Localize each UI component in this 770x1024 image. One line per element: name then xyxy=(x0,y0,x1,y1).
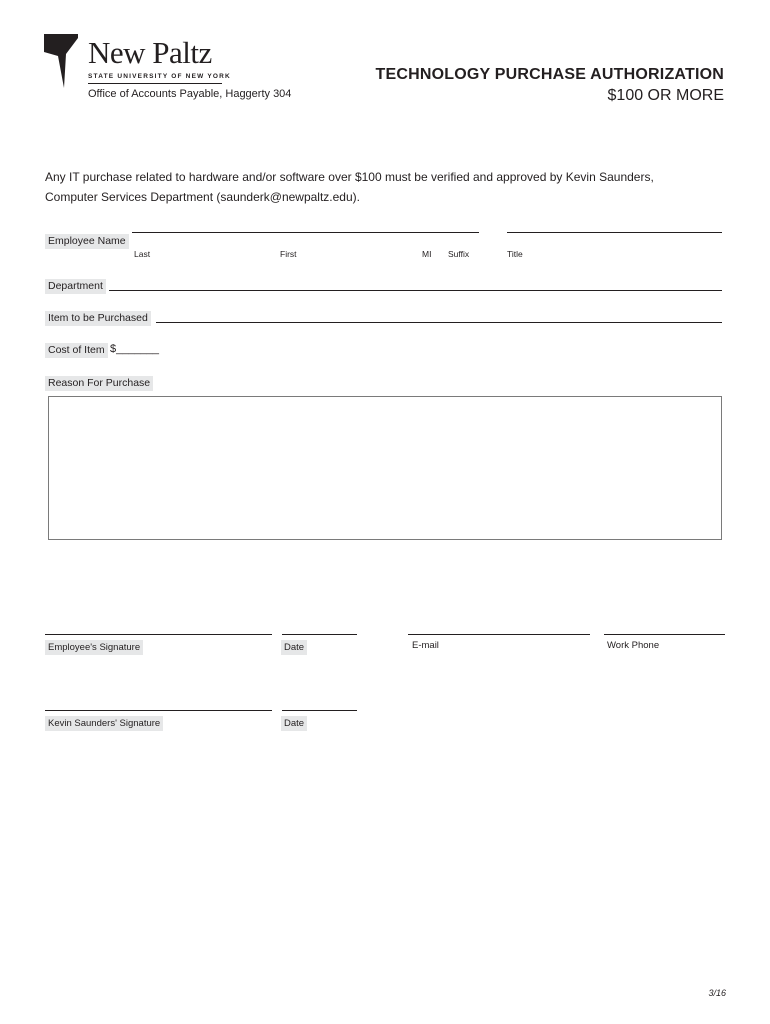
reason-textarea[interactable] xyxy=(49,397,721,539)
sub-label-first: First xyxy=(280,249,297,259)
sub-label-mi: MI xyxy=(422,249,432,259)
date2-label: Date xyxy=(281,716,307,731)
date1-label: Date xyxy=(281,640,307,655)
department-label: Department xyxy=(45,279,106,294)
form-title: TECHNOLOGY PURCHASE AUTHORIZATION xyxy=(375,66,724,83)
form-subtitle: $100 OR MORE xyxy=(607,87,724,104)
intro-line-2: Computer Services Department (saunderk@newpaltz.edu). xyxy=(45,190,360,204)
employee-signature-label: Employee's Signature xyxy=(45,640,143,655)
employee-name-input[interactable] xyxy=(134,229,474,241)
date1-line[interactable] xyxy=(282,634,357,635)
logo-name: New Paltz xyxy=(88,35,212,70)
cost-field[interactable]: $_______ xyxy=(110,343,159,355)
form-revision-code: 3/16 xyxy=(708,988,726,998)
intro-text xyxy=(45,167,725,207)
reason-label: Reason For Purchase xyxy=(45,376,153,391)
sub-label-last: Last xyxy=(134,249,151,259)
sub-label-title: Title xyxy=(507,249,523,259)
kevin-signature-line[interactable] xyxy=(45,710,272,711)
office-address: Office of Accounts Payable, Haggerty 304 xyxy=(88,88,292,100)
kevin-signature-label: Kevin Saunders' Signature xyxy=(45,716,163,731)
reason-text-box[interactable] xyxy=(48,396,722,540)
work-phone-label: Work Phone xyxy=(607,640,660,651)
employee-name-field[interactable] xyxy=(132,232,479,233)
date2-line[interactable] xyxy=(282,710,357,711)
logo-rule xyxy=(88,83,222,84)
email-line[interactable] xyxy=(408,634,590,635)
department-input[interactable] xyxy=(113,276,718,288)
logo-subtitle: STATE UNIVERSITY OF NEW YORK xyxy=(88,73,231,80)
title-input[interactable] xyxy=(509,229,719,241)
employee-signature-line[interactable] xyxy=(45,634,272,635)
item-field[interactable] xyxy=(156,322,722,323)
email-label: E-mail xyxy=(412,640,439,651)
work-phone-line[interactable] xyxy=(604,634,725,635)
intro-line-1: Any IT purchase related to hardware and/or software over $100 must be verified and approved by Kevin Saunders, xyxy=(45,170,654,184)
sub-label-suffix: Suffix xyxy=(448,249,470,259)
title-field[interactable] xyxy=(507,232,722,233)
employee-name-label: Employee Name xyxy=(45,234,129,249)
cost-label: Cost of Item xyxy=(45,343,108,358)
department-field[interactable] xyxy=(109,290,722,291)
item-label: Item to be Purchased xyxy=(45,311,151,326)
item-input[interactable] xyxy=(160,308,718,320)
new-paltz-logo-icon xyxy=(44,34,78,88)
